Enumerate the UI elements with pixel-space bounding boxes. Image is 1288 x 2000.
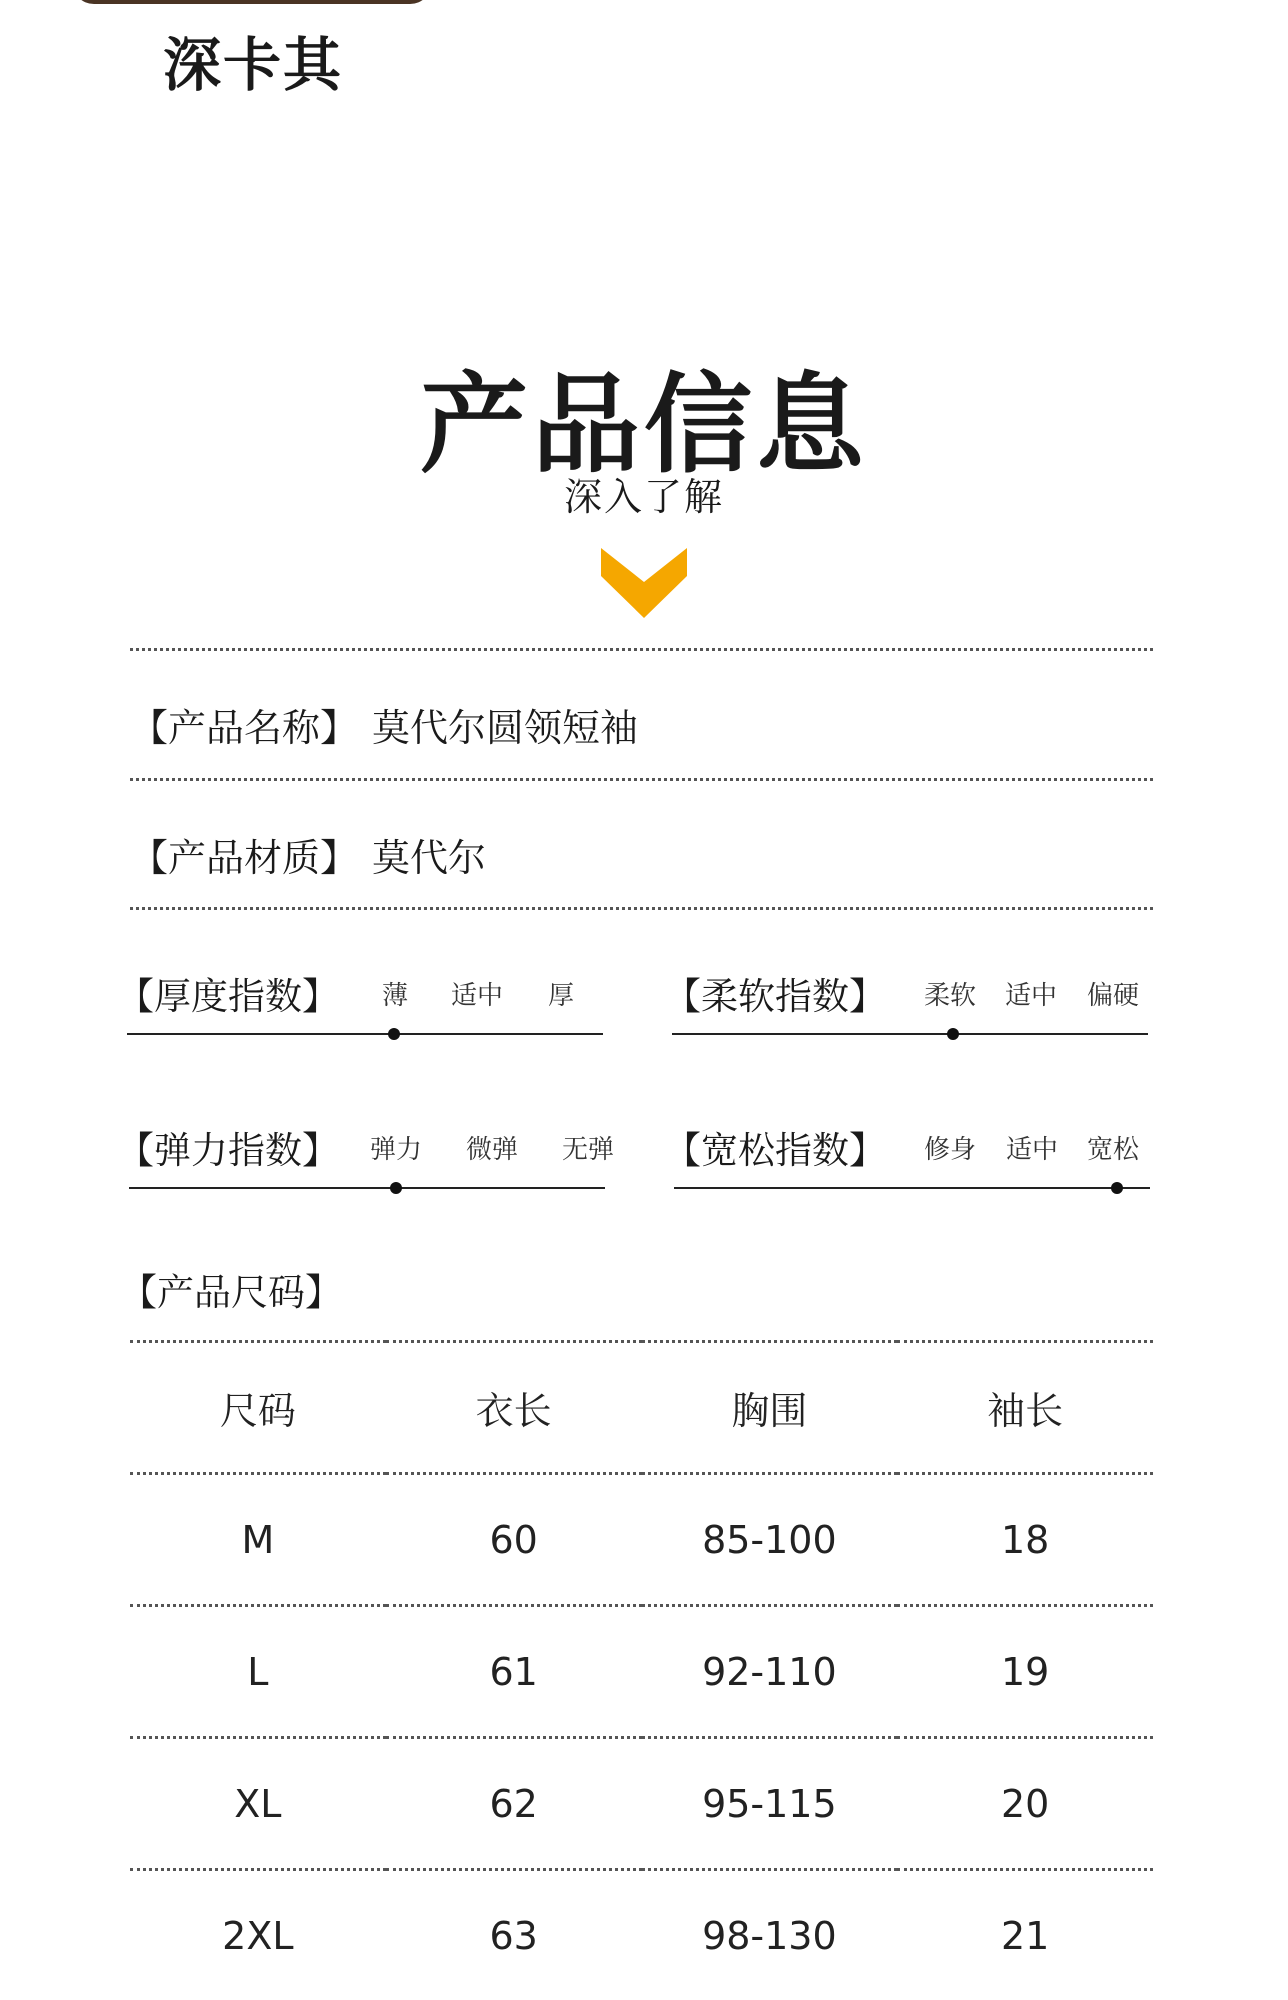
softness-option-medium: 适中	[996, 975, 1066, 1012]
elasticity-option-none: 无弹	[553, 1129, 623, 1166]
divider	[130, 778, 1153, 781]
product-image-edge	[72, 0, 432, 4]
sleeve-cell: 21	[897, 1870, 1153, 2000]
section-subtitle: 深入了解	[0, 466, 1288, 521]
product-material-label: 【产品材质】	[130, 836, 358, 880]
elasticity-option-slight: 微弹	[457, 1129, 527, 1166]
table-row	[130, 1474, 1153, 1606]
section-title: 产品信息	[0, 338, 1288, 493]
elasticity-scale	[129, 1187, 605, 1189]
thickness-option-thick: 厚	[526, 975, 596, 1012]
length-cell: 61	[386, 1606, 642, 1738]
softness-index-label: 【柔软指数】	[664, 966, 886, 1020]
length-cell: 60	[386, 1474, 642, 1606]
thickness-option-thin: 薄	[360, 975, 430, 1012]
chest-cell: 85-100	[642, 1474, 898, 1606]
looseness-option-loose: 宽松	[1078, 1129, 1148, 1166]
product-material-row	[130, 827, 486, 882]
looseness-option-slim: 修身	[915, 1129, 985, 1166]
header-size: 尺码	[130, 1342, 386, 1474]
size-table-label: 【产品尺码】	[120, 1262, 342, 1316]
softness-marker	[947, 1028, 959, 1040]
chevron-down-icon	[601, 548, 687, 618]
product-name-value: 莫代尔圆领短袖	[372, 706, 638, 750]
table-row	[130, 1870, 1153, 2000]
table-row	[130, 1738, 1153, 1870]
thickness-option-medium: 适中	[442, 975, 512, 1012]
thickness-index-label: 【厚度指数】	[117, 966, 339, 1020]
divider	[130, 907, 1153, 910]
looseness-scale	[674, 1187, 1150, 1189]
header-sleeve: 袖长	[897, 1342, 1153, 1474]
elasticity-option-stretch: 弹力	[361, 1129, 431, 1166]
divider	[130, 648, 1153, 651]
sleeve-cell: 20	[897, 1738, 1153, 1870]
sleeve-cell: 19	[897, 1606, 1153, 1738]
looseness-marker	[1111, 1182, 1123, 1194]
table-row	[130, 1606, 1153, 1738]
length-cell: 63	[386, 1870, 642, 2000]
chest-cell: 92-110	[642, 1606, 898, 1738]
sleeve-cell: 18	[897, 1474, 1153, 1606]
header-length: 衣长	[386, 1342, 642, 1474]
thickness-scale	[127, 1033, 603, 1035]
thickness-marker	[388, 1028, 400, 1040]
size-cell: XL	[130, 1738, 386, 1870]
softness-option-soft: 柔软	[915, 975, 985, 1012]
color-name: 深卡其	[163, 18, 343, 102]
product-name-label: 【产品名称】	[130, 706, 358, 750]
looseness-option-medium: 适中	[997, 1129, 1067, 1166]
product-name-row	[130, 697, 638, 752]
size-table-header	[130, 1342, 1153, 1474]
size-table	[130, 1340, 1153, 2000]
elasticity-index-label: 【弹力指数】	[117, 1120, 339, 1174]
header-chest: 胸围	[642, 1342, 898, 1474]
looseness-index-label: 【宽松指数】	[664, 1120, 886, 1174]
chest-cell: 98-130	[642, 1870, 898, 2000]
softness-scale	[672, 1033, 1148, 1035]
length-cell: 62	[386, 1738, 642, 1870]
size-cell: 2XL	[130, 1870, 386, 2000]
elasticity-marker	[390, 1182, 402, 1194]
size-cell: M	[130, 1474, 386, 1606]
size-cell: L	[130, 1606, 386, 1738]
chest-cell: 95-115	[642, 1738, 898, 1870]
product-material-value: 莫代尔	[372, 836, 486, 880]
softness-option-stiff: 偏硬	[1078, 975, 1148, 1012]
